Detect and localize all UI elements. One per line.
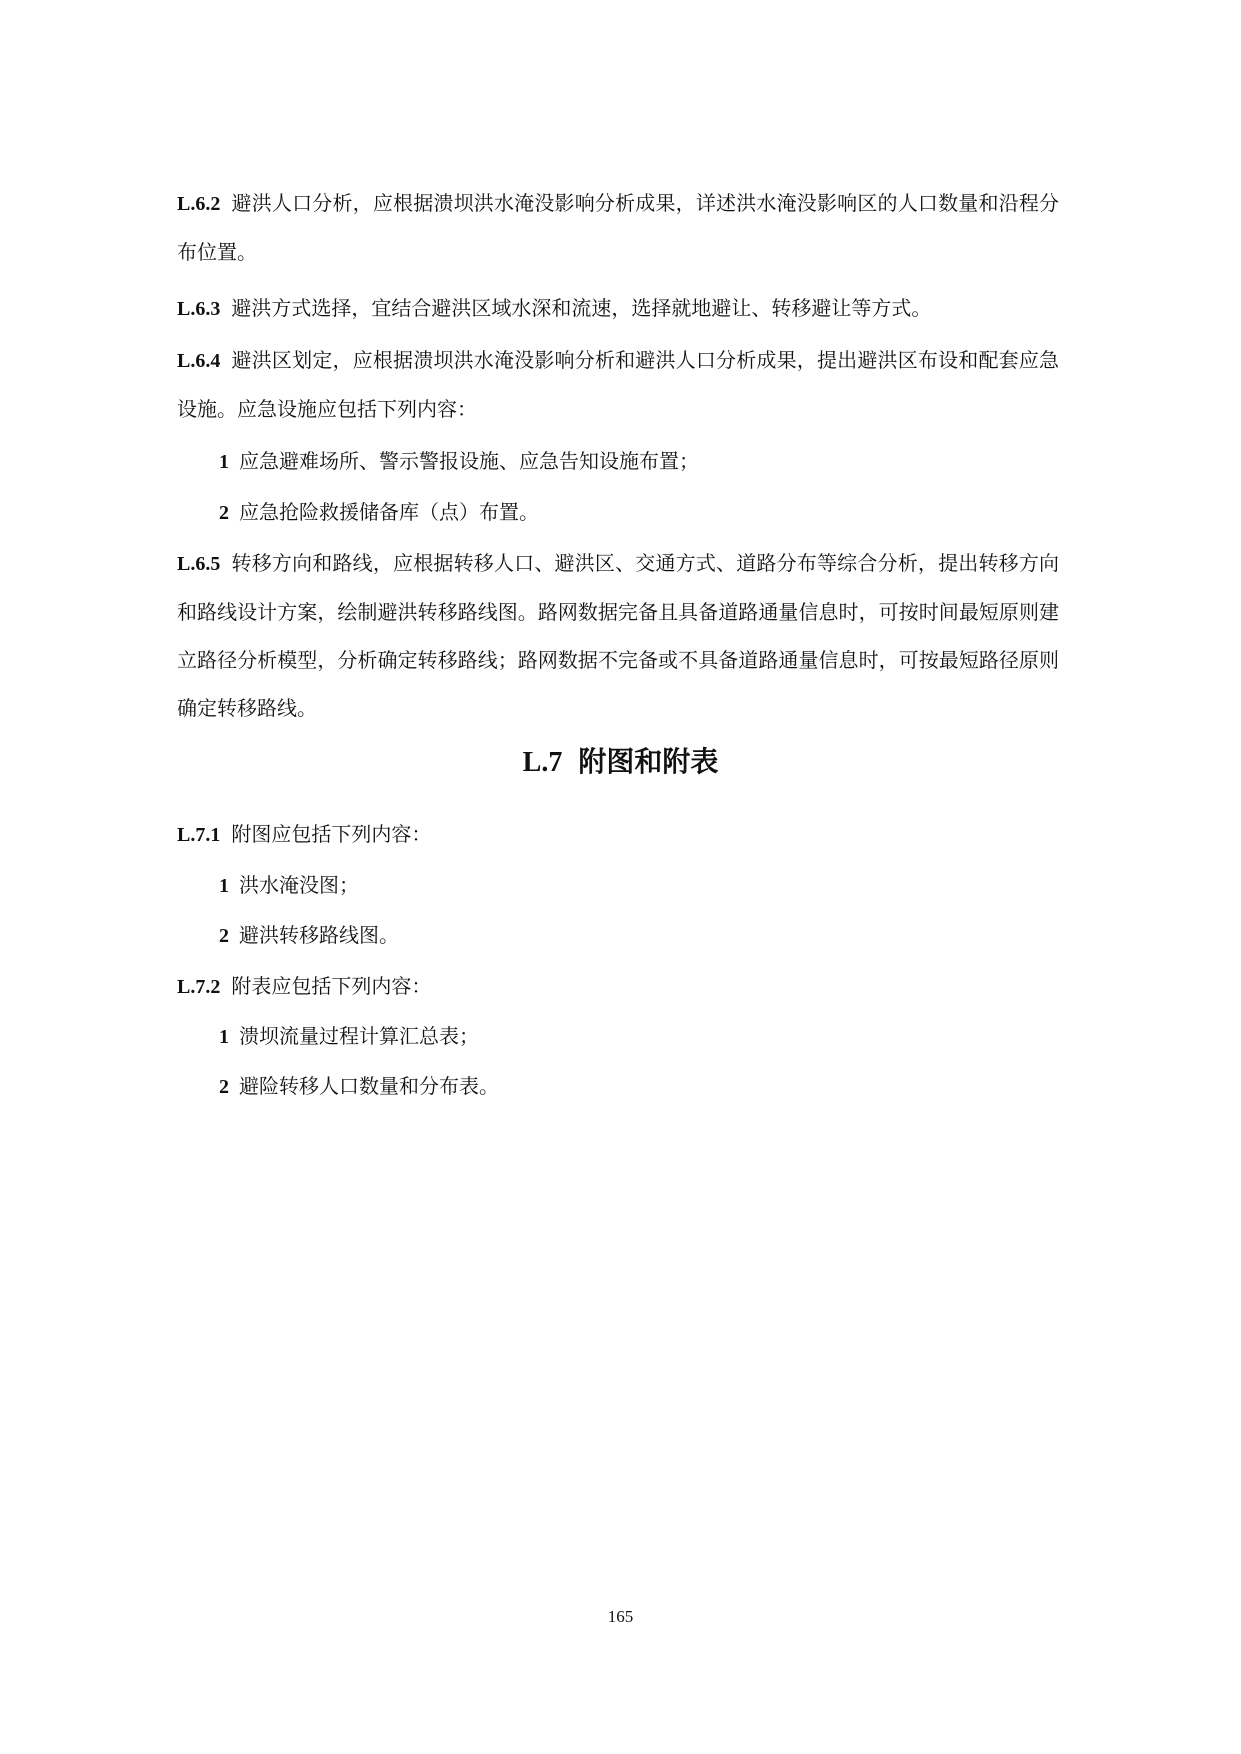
clause-text: 避洪人口分析，应根据溃坝洪水淹没影响分析成果，详述洪水淹没影响区的人口数量和沿程分布位置。 — [177, 191, 1059, 264]
clause-l-6-2 — [177, 179, 1059, 276]
list-item — [219, 1012, 479, 1061]
list-item-text: 应急避难场所、警示警报设施、应急告知设施布置； — [239, 449, 699, 473]
clause-number: L.6.3 — [177, 298, 221, 320]
clause-l-6-4 — [177, 336, 1059, 433]
clause-number: L.7.2 — [177, 976, 221, 998]
list-item-text: 避险转移人口数量和分布表。 — [239, 1074, 499, 1098]
clause-number: L.6.5 — [177, 553, 221, 575]
clause-l-7-1 — [177, 810, 1059, 859]
list-item-number: 1 — [219, 451, 229, 473]
section-heading — [0, 740, 1241, 785]
clause-text: 附表应包括下列内容： — [231, 974, 432, 998]
list-item — [219, 437, 699, 486]
clause-l-7-2 — [177, 962, 1059, 1011]
list-item — [219, 861, 359, 910]
clause-number: L.7.1 — [177, 824, 221, 846]
list-item-number: 1 — [219, 1026, 229, 1048]
clause-l-6-3 — [177, 284, 1059, 333]
list-item-text: 洪水淹没图； — [239, 873, 359, 897]
clause-number: L.6.4 — [177, 350, 221, 372]
list-item — [219, 1062, 499, 1111]
clause-number: L.6.2 — [177, 193, 221, 215]
list-item-text: 溃坝流量过程计算汇总表； — [239, 1024, 479, 1048]
list-item — [219, 911, 399, 960]
list-item-number: 2 — [219, 925, 229, 947]
clause-text: 附图应包括下列内容： — [231, 822, 432, 846]
list-item-number: 2 — [219, 502, 229, 524]
list-item-number: 2 — [219, 1076, 229, 1098]
clause-text: 避洪方式选择，宜结合避洪区域水深和流速，选择就地避让、转移避让等方式。 — [231, 296, 932, 320]
list-item-number: 1 — [219, 875, 229, 897]
section-title: 附图和附表 — [578, 745, 719, 778]
list-item-text: 应急抢险救援储备库（点）布置。 — [239, 500, 539, 524]
clause-text: 转移方向和路线，应根据转移人口、避洪区、交通方式、道路分布等综合分析，提出转移方向和路线设计方案，绘制避洪转移路线图。路网数据完备且具备道路通量信息时，可按时间最短原则建立路径分析模型，分析确定转移路线；路网数据不完备或不具备道路通量信息时，可按最短路径原则确定转移路线。 — [177, 551, 1059, 720]
section-number: L.7 — [522, 747, 563, 778]
page-number: 165 — [607, 1607, 634, 1626]
clause-l-6-5 — [177, 539, 1059, 732]
list-item-text: 避洪转移路线图。 — [239, 923, 399, 947]
list-item — [219, 488, 539, 537]
clause-text: 避洪区划定，应根据溃坝洪水淹没影响分析和避洪人口分析成果，提出避洪区布设和配套应急设施。应急设施应包括下列内容： — [177, 348, 1059, 421]
